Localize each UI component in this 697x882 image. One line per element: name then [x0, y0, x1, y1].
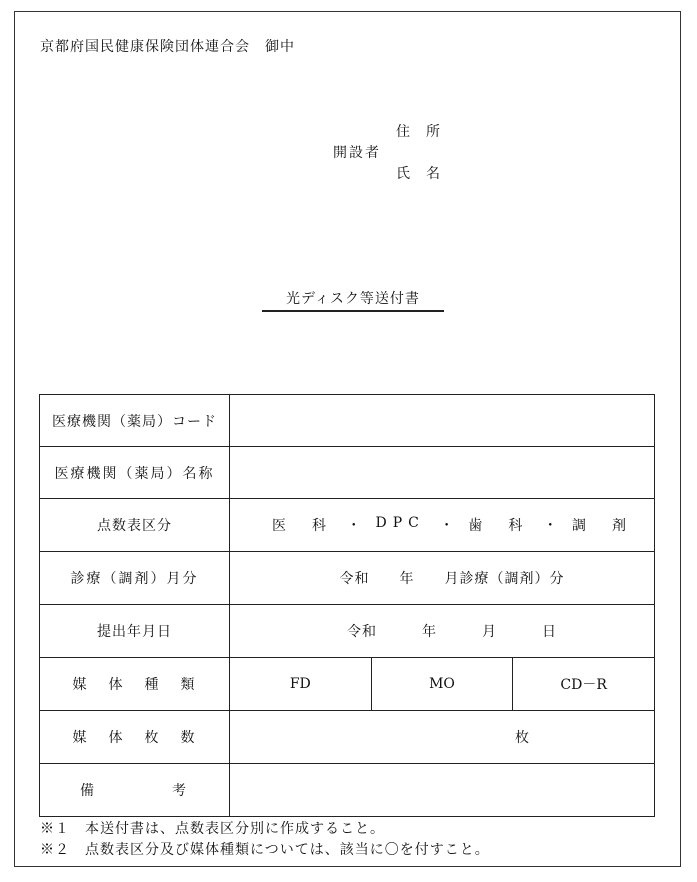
title-block [262, 288, 444, 312]
month-label: 診療（調剤）月分 [40, 552, 230, 605]
date-label: 提出年月日 [40, 605, 230, 658]
category-dpc[interactable]: DPC [375, 515, 425, 531]
row-category [40, 499, 655, 552]
media-count-label: 媒体枚数 [40, 711, 230, 764]
row-date [40, 605, 655, 658]
category-ika[interactable]: 医 科 [272, 518, 332, 534]
category-label: 点数表区分 [40, 499, 230, 552]
applicant-label: 開設者 [333, 145, 381, 161]
note-2: ※２ 点数表区分及び媒体種類については、該当に〇を付すこと。 [40, 842, 490, 858]
addressee: 京都府国民健康保険団体連合会 御中 [40, 39, 295, 55]
facility-name-field[interactable] [230, 447, 655, 499]
category-shika[interactable]: 歯 科 [468, 518, 529, 534]
remarks-label-1: 備 [80, 783, 95, 799]
address-label: 住 所 [396, 124, 441, 140]
separator: ・ [439, 518, 454, 534]
facility-name-label: 医療機関（薬局）名称 [40, 447, 230, 499]
media-count-field[interactable] [230, 711, 655, 764]
separator: ・ [346, 518, 361, 534]
row-media-count [40, 711, 655, 764]
row-month [40, 552, 655, 605]
name-label: 氏 名 [396, 166, 441, 182]
remarks-label-2: 考 [172, 783, 187, 799]
month-value[interactable]: 令和 年 月診療（調剤）分 [230, 552, 655, 605]
remarks-label [40, 764, 230, 817]
row-remarks [40, 764, 655, 817]
code-field[interactable] [230, 395, 655, 447]
remarks-field[interactable] [230, 764, 655, 817]
document-title: 光ディスク等送付書 [262, 288, 444, 312]
form-table [39, 394, 655, 817]
code-label: 医療機関（薬局）コード [40, 395, 230, 447]
media-type-mo[interactable]: MO [371, 658, 513, 711]
media-type-label: 媒体種類 [40, 658, 230, 711]
date-value[interactable]: 令和 年 月 日 [230, 605, 655, 658]
separator: ・ [543, 518, 558, 534]
media-count-unit: 枚 [515, 730, 529, 746]
media-type-cdr[interactable]: CD－R [513, 658, 655, 711]
category-options [230, 499, 655, 552]
row-media-type [40, 658, 655, 711]
media-type-fd[interactable]: FD [230, 658, 372, 711]
row-name [40, 447, 655, 499]
category-chouzai[interactable]: 調 剤 [571, 518, 632, 534]
row-code [40, 395, 655, 447]
note-1: ※１ 本送付書は、点数表区分別に作成すること。 [40, 821, 385, 837]
